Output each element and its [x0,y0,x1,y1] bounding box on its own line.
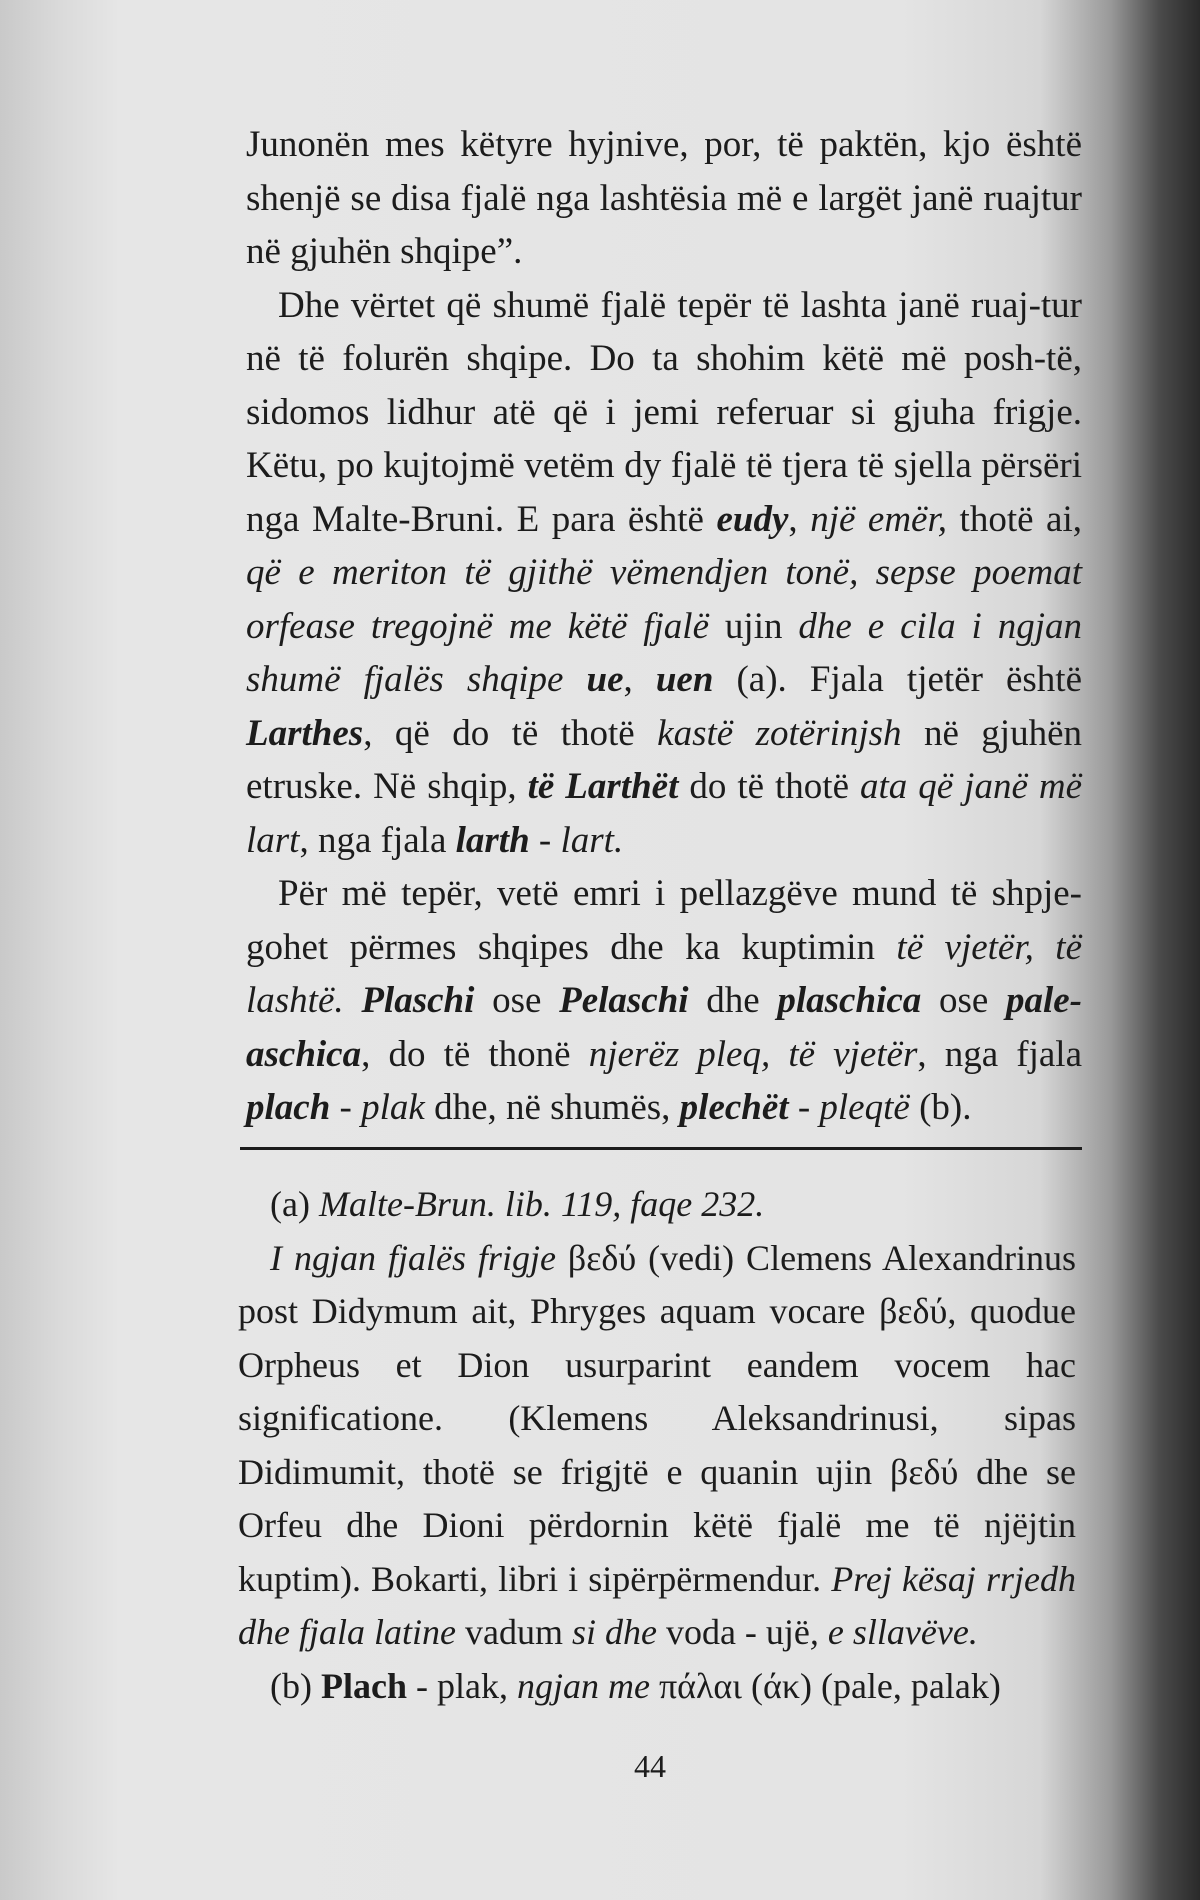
italic-run: pleqtë [819,1087,910,1128]
italic-run: ngjan me [516,1665,650,1706]
term-plach: plach [246,1087,331,1128]
text-run: , do të thonë [361,1033,589,1075]
term-ue: ue [586,659,624,700]
footnote-b [238,1660,1076,1714]
text-run: në gjuhën etruske. Në shqip, [246,712,1083,807]
text-run: πάλαι (άκ) (pale, palak) [649,1665,1001,1706]
paragraph-3 [246,867,1082,1135]
term-eudy: eudy [716,498,789,540]
text-run: βεδύ (vedi) Clemens Alexandrinus post Didymum ait, Phryges aquam vocare βεδύ, quodue Orpheus et Dion usurparint eandem vocem hac significatione. (Klemens Aleksandrinusi, sipas Didimumit, thotë se frigjtë e quanin ujin βεδύ dhe se Orfeu dhe Dioni përdornin këtë fjalë me të njëjtin kuptim). Bokarti, libri i sipërpërmendur. [238,1237,1076,1599]
italic-run: , e sllavëve. [809,1612,978,1652]
text-run: Dhe vërtet që shumë fjalë tepër të lashta janë ruaj-tur në të folurën shqipe. Do ta shohim këtë më posh-të, sidomos lidhur atë që i jemi referuar si gjuha frigje. Këtu, po kujtojmë vetëm dy fjalë të tjera të sjella përsëri nga Malte-Bruni. E para është [246,284,1082,540]
paragraph-1 [246,118,1082,279]
text-run: Për më tepër, vetë emri i pellazgëve mund të shpje-gohet përmes shqipes dhe ka kuptimin [246,873,1082,968]
text-run: , [788,498,811,540]
italic-run: I ngjan fjalës frigje [270,1237,556,1278]
term-larthes: Larthes [246,712,364,754]
italic-run: Prej kësaj rrjedh dhe fjala latine [238,1558,1076,1652]
italic-run: që e meriton të gjithë vëmendjen tonë, sepse poemat orfease tregojnë me këtë fjalë [246,552,1082,647]
italic-run: njerëz pleq, të vjetër [588,1033,918,1075]
italic-run: kastë zotërinjsh [657,712,902,754]
text-run: dhe, në shumës, [424,1087,680,1128]
footnotes [238,1178,1076,1713]
paragraph-2 [246,279,1082,868]
text-run: thotë ai, [947,498,1083,540]
text-run [344,980,362,1021]
text-run: - [788,1087,820,1128]
footnote-divider [240,1147,1082,1150]
text-run: voda - ujë [656,1612,810,1652]
term-larth: larth [455,819,530,861]
text-run: vadum [455,1612,572,1652]
term-plaschica: plaschica [777,980,922,1021]
term-paleaschica: pale-aschica [246,980,1082,1075]
italic-run: ata që janë më lart [246,766,1082,861]
italic-run: plak [361,1087,425,1128]
footnote-a-text [238,1232,1076,1660]
text-run: , që do të thotë [363,712,658,754]
footnote-marker: (b) [270,1665,321,1706]
text-run [563,659,586,700]
footnote-reference: Malte-Brun. lib. 119, faqe 232. [318,1184,765,1224]
term-plach-bold: Plach [320,1665,407,1706]
term-plaschi: Plaschi [361,980,475,1021]
text-run: , nga fjala [917,1033,1082,1075]
text-run: - plak, [406,1665,517,1706]
term-pelaschi: Pelaschi [559,980,689,1021]
text-run: (a). Fjala tjetër është [713,659,1083,700]
footnote-a [238,1178,1076,1232]
italic-run: si dhe [571,1612,657,1652]
italic-run: të vjetër, të lashtë. [246,926,1083,1021]
term-plechet: plechët [679,1087,789,1128]
text-run: dhe [688,980,778,1021]
text-run: , nga fjala [299,819,456,861]
italic-run: lart. [560,819,624,861]
italic-run: dhe e cila i ngjan shumë fjalës shqipe [246,605,1083,700]
italic-run: një emër, [810,498,948,540]
main-text [246,118,1082,1135]
page-number: 44 [634,1748,666,1784]
term-uen: uen [655,659,714,700]
text-run: ose [921,980,1006,1021]
text-run: ose [474,980,560,1021]
text-run: do të thotë [678,766,860,807]
footnote-marker: (a) [270,1184,319,1224]
text-run: Junonën mes këtyre hyjnive, por, të paktën, kjo është shenjë se disa fjalë nga lashtësia më e largët janë ruajtur në gjuhën shqipe”. [246,124,1082,272]
text-run: ujin [709,605,799,647]
text-run: - [330,1087,362,1128]
text-run: , [623,659,656,700]
text-run: - [529,819,561,861]
text-run: (b). [909,1087,972,1128]
term-te-larthet: të Larthët [527,766,679,807]
